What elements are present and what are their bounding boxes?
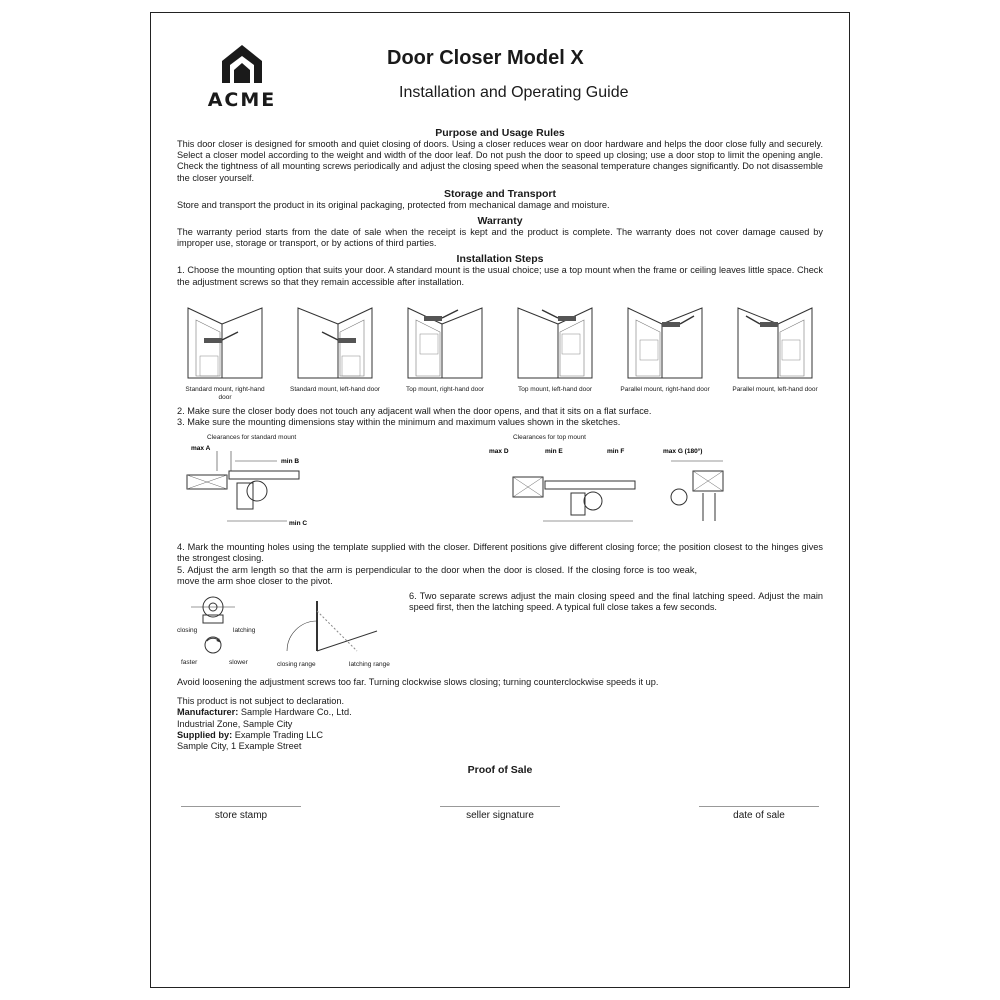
- diagram-caption: Standard mount, left-hand door: [290, 385, 380, 393]
- mounting-diagram: [509, 298, 601, 402]
- page-title: Door Closer Model X: [387, 47, 584, 69]
- speed-adjustment-area: [177, 591, 823, 673]
- dimension-sketches: [177, 434, 823, 542]
- install-step-1: 1. Choose the mounting option that suits your door. A standard mount is the usual choice; use a top mount when the frame or ceiling leaves little space. Check the adjustment screws so that they remain accessible after installation.: [177, 265, 823, 287]
- install-step-4: 4. Mark the mounting holes using the template supplied with the closer. Different positions give different closing force; the position closest to the hinges gives the strongest closing.: [177, 542, 823, 564]
- diagram-caption: Top mount, left-hand door: [517, 385, 593, 393]
- door-frame-illustration: [732, 298, 818, 380]
- top-clearance-sketch: [483, 434, 823, 542]
- instruction-sheet: [150, 12, 850, 988]
- diagram-caption: Standard mount, right-hand door: [185, 385, 265, 401]
- closing-range-label: closing range: [277, 661, 316, 669]
- seller-signature-field: seller signature: [440, 806, 560, 821]
- install-step-6: 6. Two separate screws adjust the main closing speed and the final latching speed. Adjust the main speed first, then the latching speed. A typical full close takes a few seconds.: [409, 591, 823, 613]
- closing-speed-label: closing: [177, 627, 198, 635]
- purpose-body: This door closer is designed for smooth and quiet closing of doors. Using a closer reduces wear on door hardware and helps the door close fully and securely. Select a closer model according to the weight and width of the door leaf. Do not push the door to speed up closing; use a door stop to limit the opening angle. Check the tightness of all mounting screws periodically and adjust the closing speed when the seasonal temperature changes significantly. Do not disassemble the closer yourself.: [177, 139, 823, 183]
- dim-min-c-label: min C: [289, 520, 308, 528]
- mounting-diagrams: [177, 298, 823, 402]
- manufacturer-value: Sample Hardware Co., Ltd.: [240, 707, 352, 718]
- door-frame-illustration: [402, 298, 488, 380]
- declaration-note: This product is not subject to declaration.: [177, 696, 344, 707]
- sale-heading: Proof of Sale: [467, 764, 533, 777]
- sale-date-field: date of sale: [699, 806, 819, 821]
- door-frame-illustration: [292, 298, 378, 380]
- manufacturer-address: Industrial Zone, Sample City: [177, 718, 293, 729]
- brand-name: ACME: [207, 89, 277, 111]
- mounting-diagram: [619, 298, 711, 402]
- warranty-body: The warranty period starts from the date of sale when the receipt is kept and the product is complete. The warranty does not cover damage caused by improper use, storage or transport, or by actions of third parties.: [177, 227, 823, 249]
- top-clearance-title: Clearances for top mount: [513, 434, 586, 442]
- importer-address: Sample City, 1 Example Street: [177, 741, 302, 752]
- logo-icon: [218, 43, 266, 85]
- manufacturer-line: [177, 707, 823, 718]
- storage-body: Store and transport the product in its original packaging, protected from mechanical damage and moisture.: [177, 199, 610, 210]
- dim-min-f-label: min F: [607, 448, 625, 456]
- latching-range-label: latching range: [349, 661, 390, 669]
- dim-max-g-label: max G (180°): [663, 448, 703, 456]
- adjustment-screw-diagram: [177, 591, 277, 673]
- importer-label: Supplied by:: [177, 729, 233, 740]
- diagram-caption: Top mount, right-hand door: [405, 385, 485, 393]
- faster-label: faster: [181, 659, 198, 667]
- manufacturer-label: Manufacturer:: [177, 707, 239, 718]
- page-subtitle: Installation and Operating Guide: [399, 84, 629, 101]
- importer-line: [177, 730, 823, 741]
- store-stamp-field: store stamp: [181, 806, 301, 821]
- standard-clearance-title: Clearances for standard mount: [207, 434, 297, 442]
- install-step-3: 3. Make sure the mounting dimensions stay within the minimum and maximum values shown in the sketches.: [177, 417, 621, 428]
- importer-value: Example Trading LLC: [234, 729, 324, 740]
- diagram-caption: Parallel mount, right-hand door: [620, 385, 710, 393]
- standard-clearance-sketch: [177, 434, 347, 542]
- door-sector-diagram: [277, 591, 397, 673]
- section-heading-install: Installation Steps: [456, 253, 544, 266]
- section-heading-storage: Storage and Transport: [443, 187, 557, 200]
- adjustment-tip: Avoid loosening the adjustment screws too far. Turning clockwise slows closing; turning counterclockwise speeds it up.: [177, 677, 659, 688]
- diagram-caption: Parallel mount, left-hand door: [732, 385, 818, 393]
- mounting-diagram: [729, 298, 821, 402]
- mounting-diagram: [399, 298, 491, 402]
- mounting-diagram: [289, 298, 381, 402]
- door-frame-illustration: [512, 298, 598, 380]
- install-step-2: 2. Make sure the closer body does not touch any adjacent wall when the door opens, and that it sits on a flat surface.: [177, 405, 652, 416]
- dim-max-d-label: max D: [489, 448, 509, 456]
- dim-max-a-label: max A: [191, 445, 211, 453]
- brand-logo: [177, 43, 307, 123]
- section-heading-warranty: Warranty: [477, 215, 523, 228]
- install-step-5: 5. Adjust the arm length so that the arm is perpendicular to the door when the door is closed. If the closing force is too weak, move the arm shoe closer to the pivot.: [177, 564, 697, 586]
- dim-min-b-label: min B: [281, 458, 300, 466]
- mounting-diagram: [179, 298, 271, 402]
- latching-speed-label: latching: [233, 627, 256, 635]
- section-heading-purpose: Purpose and Usage Rules: [435, 127, 565, 139]
- sale-signature-row: [177, 806, 823, 821]
- door-frame-illustration: [622, 298, 708, 380]
- slower-label: slower: [229, 659, 248, 667]
- dim-min-e-label: min E: [545, 448, 563, 456]
- header: [177, 43, 823, 123]
- door-frame-illustration: [182, 298, 268, 380]
